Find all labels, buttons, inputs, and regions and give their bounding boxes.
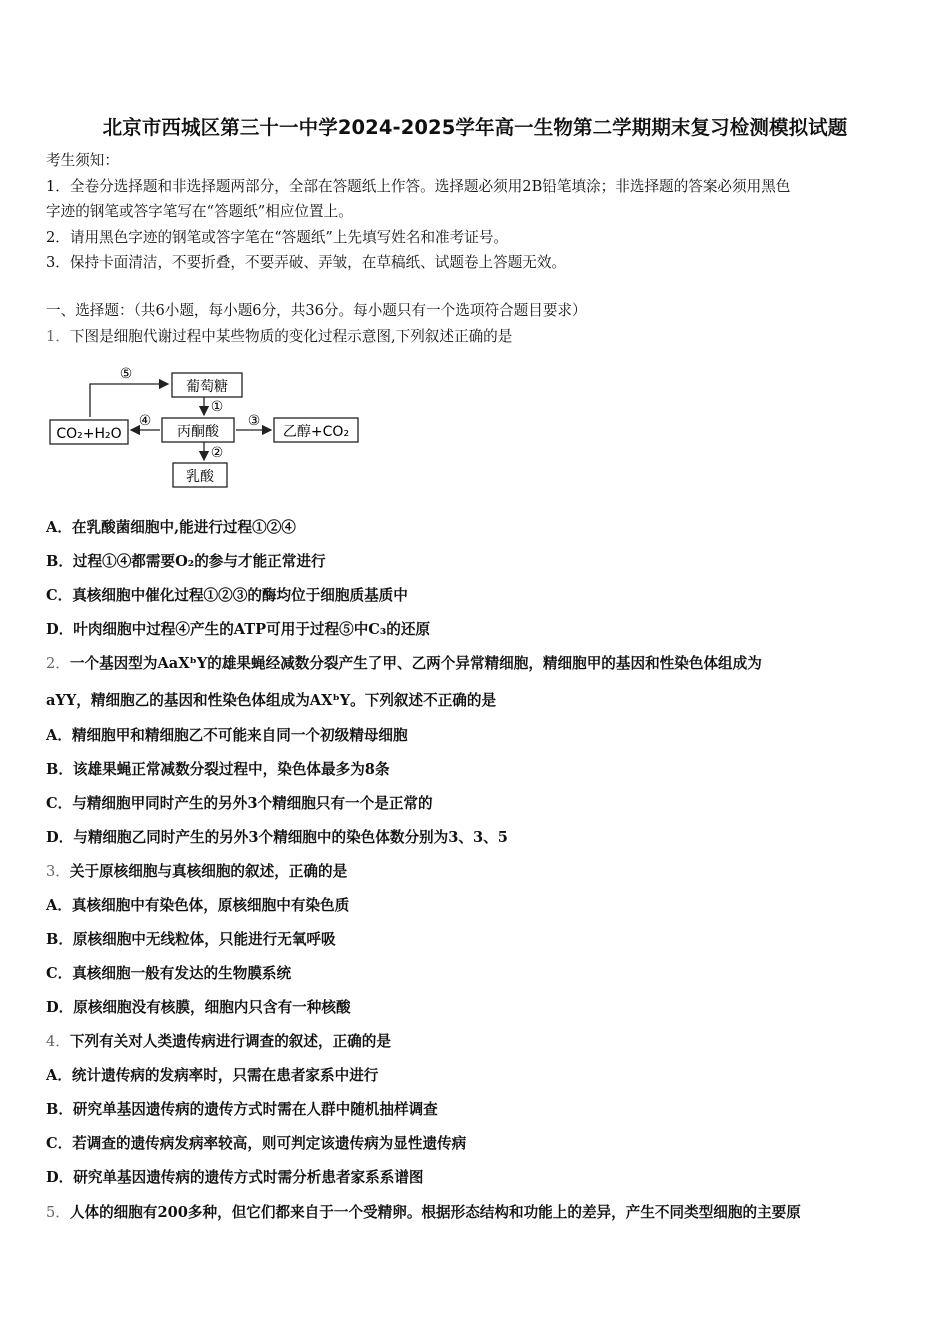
- question-number: 2．: [46, 655, 70, 672]
- question-text: 一个基因型为AaXᵇY的雄果蝇经减数分裂产生了甲、乙两个异常精细胞，精细胞甲的基因和性染色体组成为: [69, 655, 762, 672]
- question-text: 关于原核细胞与真核细胞的叙述，正确的是: [69, 863, 348, 880]
- section-heading: 一、选择题：（共6小题，每小题6分，共36分。每小题只有一个选项符合题目要求）: [46, 302, 587, 319]
- process-4-label: ④: [138, 413, 152, 429]
- question-number: 5．: [46, 1204, 70, 1221]
- notice-line: 1．全卷分选择题和非选择题两部分，全部在答题纸上作答。选择题必须用2B铅笔填涂；非选择题的答案必须用黑色: [46, 178, 791, 195]
- question-4-stem: [46, 1032, 391, 1052]
- question-number: 4．: [46, 1033, 70, 1050]
- option-c: C．真核细胞一般有发达的生物膜系统: [46, 965, 292, 982]
- option-d: D．叶肉细胞中过程④产生的ATP可用于过程⑤中C₃的还原: [46, 621, 431, 638]
- lactate-box: [173, 463, 227, 487]
- co2-h2o-label: CO₂+H₂O: [56, 426, 122, 442]
- question-number: 3．: [46, 863, 70, 880]
- option-c: C．若调查的遗传病发病率较高，则可判定该遗传病为显性遗传病: [46, 1135, 467, 1152]
- question-2-stem: [46, 654, 762, 674]
- option-c: C．与精细胞甲同时产生的另外3个精细胞只有一个是正常的: [46, 795, 433, 812]
- option-a: A．在乳酸菌细胞中,能进行过程①②④: [46, 519, 296, 536]
- question-text: 下列有关对人类遗传病进行调查的叙述，正确的是: [69, 1033, 391, 1050]
- notice-heading: 考生须知：: [46, 152, 119, 169]
- option-b: B．该雄果蝇正常减数分裂过程中，染色体最多为8条: [46, 761, 390, 778]
- option-d: D．与精细胞乙同时产生的另外3个精细胞中的染色体数分别为3、3、5: [46, 829, 508, 846]
- arrow-5: [90, 384, 168, 417]
- process-1-label: ①: [210, 399, 224, 415]
- option-b: B．过程①④都需要O₂的参与才能正常进行: [46, 553, 326, 570]
- question-2-stem-cont: aYY，精细胞乙的基因和性染色体组成为AXᵇY。下列叙述不正确的是: [46, 692, 497, 709]
- process-3-label: ③: [247, 413, 261, 429]
- option-c: C．真核细胞中催化过程①②③的酶均位于细胞质基质中: [46, 587, 408, 604]
- option-b: B．研究单基因遗传病的遗传方式时需在人群中随机抽样调查: [46, 1101, 438, 1118]
- option-a: A．统计遗传病的发病率时，只需在患者家系中进行: [46, 1067, 379, 1084]
- glucose-box: [172, 373, 242, 397]
- question-number: 1．: [46, 328, 70, 345]
- metabolism-diagram: [40, 360, 370, 495]
- option-b: B．原核细胞中无线粒体，只能进行无氧呼吸: [46, 931, 336, 948]
- pyruvate-box: [162, 418, 234, 442]
- option-a: A．真核细胞中有染色体，原核细胞中有染色质: [46, 897, 350, 914]
- question-3-stem: [46, 862, 347, 882]
- process-2-label: ②: [210, 445, 224, 461]
- notice-line: 3．保持卡面清洁，不要折叠，不要弄破、弄皱，在草稿纸、试题卷上答题无效。: [46, 254, 567, 271]
- ethanol-label: 乙醇+CO₂: [282, 424, 350, 440]
- question-text: 人体的细胞有200多种，但它们都来自于一个受精卵。根据形态结构和功能上的差异，产生不同类型细胞的主要原: [69, 1204, 801, 1221]
- page-title: 北京市西城区第三十一中学2024-2025学年高一生物第二学期期末复习检测模拟试题: [102, 116, 848, 139]
- notice-line: 字迹的钢笔或答字笔写在“答题纸”相应位置上。: [46, 203, 353, 220]
- process-5-label: ⑤: [119, 366, 133, 382]
- pyruvate-label: 丙酮酸: [177, 424, 219, 440]
- option-d: D．原核细胞没有核膜，细胞内只含有一种核酸: [46, 999, 351, 1016]
- glucose-label: 葡萄糖: [186, 379, 228, 395]
- ethanol-box: [274, 418, 358, 442]
- option-a: A．精细胞甲和精细胞乙不可能来自同一个初级精母细胞: [46, 727, 408, 744]
- notice-line: 2．请用黑色字迹的钢笔或答字笔在“答题纸”上先填写姓名和准考证号。: [46, 229, 509, 246]
- co2-h2o-box: [50, 420, 128, 444]
- question-5-stem: [46, 1203, 801, 1223]
- option-d: D．研究单基因遗传病的遗传方式时需分析患者家系系谱图: [46, 1169, 424, 1186]
- question-1-stem: [46, 327, 512, 347]
- lactate-label: 乳酸: [186, 469, 214, 485]
- question-text: 下图是细胞代谢过程中某些物质的变化过程示意图,下列叙述正确的是: [69, 328, 513, 345]
